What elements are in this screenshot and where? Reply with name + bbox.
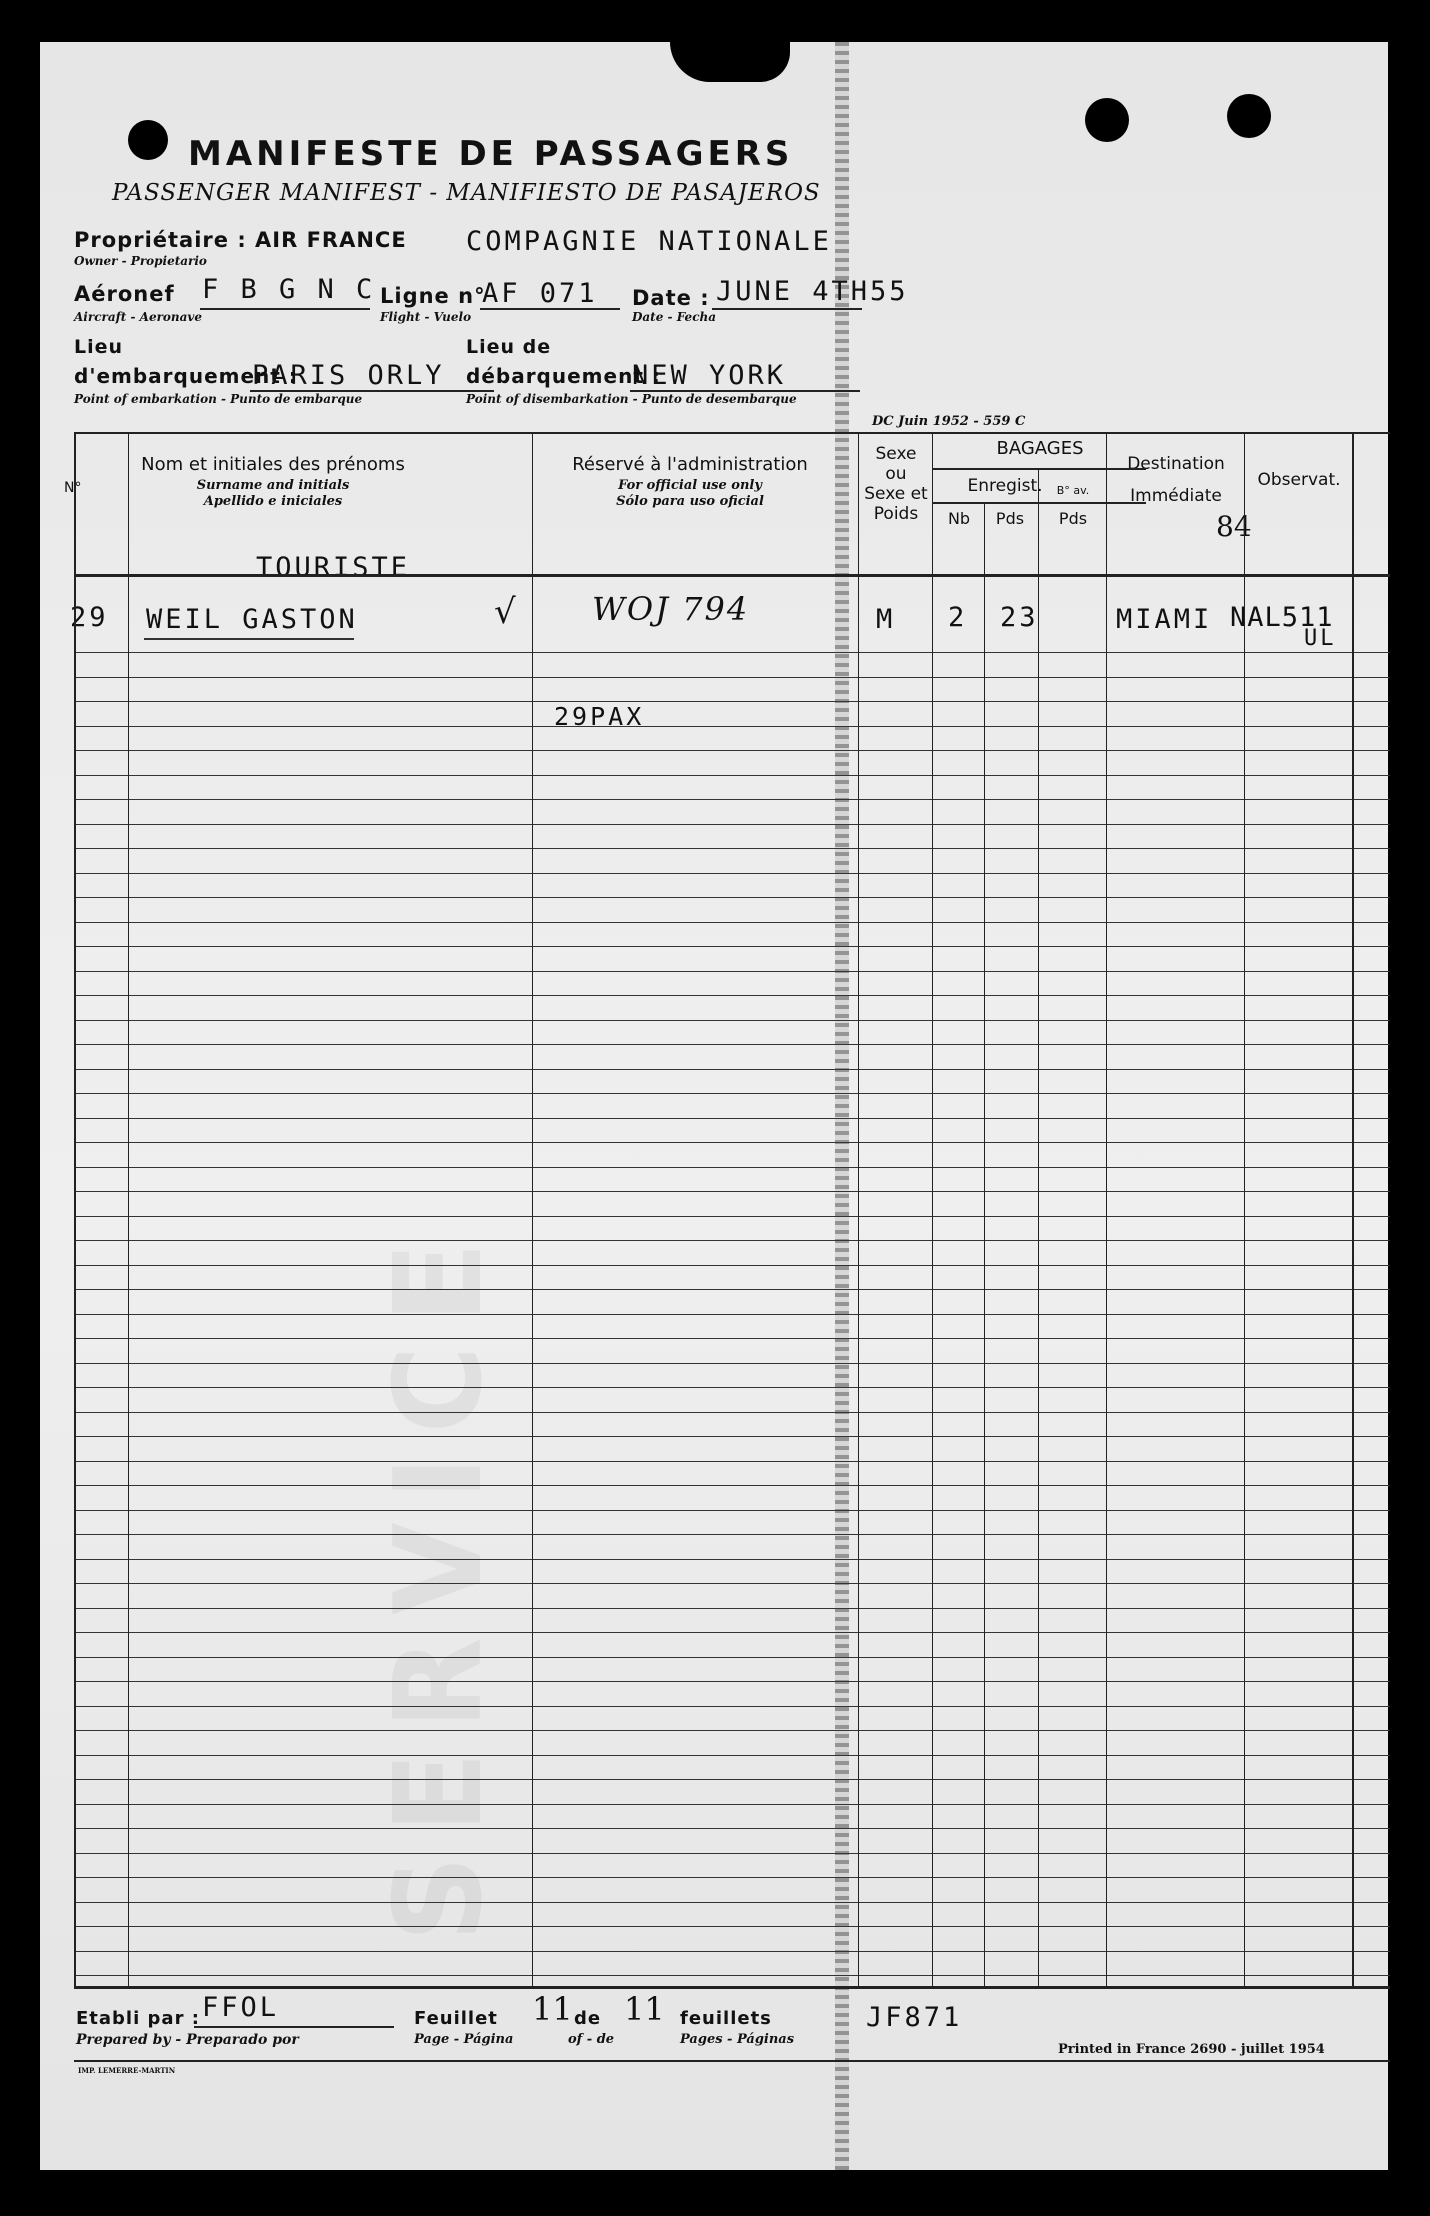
table-row-rule	[74, 873, 1390, 874]
table-row-rule	[74, 1828, 1390, 1829]
table-top-rule	[74, 432, 1390, 434]
pages-label: feuillets	[680, 2008, 772, 2029]
flight-underline	[480, 308, 620, 310]
col-pds-header: Pds	[995, 509, 1025, 528]
table-row-rule	[74, 1559, 1390, 1560]
page-sub: Page - Página	[414, 2032, 514, 2047]
owner-value: COMPAGNIE NATIONALE	[466, 226, 832, 257]
col-admin-header-en: For official use only	[618, 478, 762, 493]
table-row-rule	[74, 1118, 1390, 1119]
of-value: 11	[624, 1990, 665, 2028]
row-nb: 2	[948, 602, 968, 633]
table-row-rule	[74, 701, 1390, 702]
row-checkmark: √	[494, 592, 516, 632]
baggage-sub-rule	[932, 468, 1146, 470]
pages-sub: Pages - Páginas	[680, 2032, 795, 2047]
annotation-84: 84	[1216, 510, 1252, 543]
table-column-rule	[532, 432, 533, 1986]
table-row-rule	[74, 1951, 1390, 1952]
flight-label: Ligne n°	[380, 284, 486, 308]
prepared-sub: Prepared by - Preparado por	[76, 2032, 299, 2048]
pax-total: 29PAX	[554, 702, 645, 731]
prepared-underline	[194, 2026, 394, 2028]
table-row-rule	[74, 1216, 1390, 1217]
embark-sub: Point of embarkation - Punto de embarque	[74, 392, 363, 406]
table-row-rule	[74, 1020, 1390, 1021]
table-column-rule	[74, 432, 76, 1986]
table-row-rule	[74, 775, 1390, 776]
table-row-rule	[74, 1583, 1390, 1584]
table-column-rule	[984, 502, 985, 1986]
row-no: 29	[70, 602, 109, 633]
table-row-rule	[74, 799, 1390, 800]
table-row-rule	[74, 1387, 1390, 1388]
col-name-header-en: Surname and initials	[196, 478, 350, 493]
page-tear	[670, 42, 790, 82]
disembark-sub: Point of disembarkation - Punto de desembarque	[466, 392, 797, 406]
registered-sub-rule	[932, 502, 1146, 504]
form-code: DC Juin 1952 - 559 C	[872, 414, 1026, 429]
table-row-rule	[74, 677, 1390, 678]
table-row-rule	[74, 848, 1390, 849]
table-row-rule	[74, 1877, 1390, 1878]
table-row-rule	[74, 1044, 1390, 1045]
col-admin-header: Réservé à l'administration	[572, 454, 808, 475]
col-sex-header-1: Sexe	[875, 444, 917, 464]
table-row-rule	[74, 1265, 1390, 1266]
col-hand-header: B° av.	[1056, 484, 1090, 497]
aircraft-sub: Aircraft - Aeronave	[74, 310, 203, 324]
table-row-rule	[74, 995, 1390, 996]
printed-note: Printed in France 2690 - juillet 1954	[1058, 2042, 1325, 2057]
date-value: JUNE 4TH55	[716, 276, 909, 307]
table-row-rule	[74, 946, 1390, 947]
flight-sub: Flight - Vuelo	[380, 310, 472, 324]
table-row-rule	[74, 1314, 1390, 1315]
table-row-rule	[74, 1363, 1390, 1364]
of-label: de	[574, 2008, 602, 2029]
disembark-underline	[630, 390, 860, 392]
table-row-rule	[74, 1608, 1390, 1609]
date-sub: Date - Fecha	[632, 310, 716, 324]
disembark-value: NEW YORK	[632, 360, 787, 391]
col-registered-header: Enregist.	[967, 476, 1043, 496]
punch-hole	[1227, 94, 1271, 138]
table-row-rule	[74, 1461, 1390, 1462]
date-underline	[712, 308, 862, 310]
class-label: TOURISTE	[256, 552, 411, 583]
punch-hole	[128, 120, 168, 160]
table-row-rule	[74, 1436, 1390, 1437]
table-row-rule	[74, 1755, 1390, 1756]
row-dest: MIAMI	[1116, 604, 1213, 635]
punch-hole	[1085, 98, 1129, 142]
table-row-rule	[74, 1926, 1390, 1927]
page-label: Feuillet	[414, 2008, 498, 2029]
table-row-rule	[74, 1632, 1390, 1633]
table-row-rule	[74, 1510, 1390, 1511]
col-obs-header: Observat.	[1257, 470, 1341, 490]
embark-label-2: d'embarquement :	[74, 364, 298, 388]
table-row-rule	[74, 1804, 1390, 1805]
table-column-rule	[932, 432, 933, 1986]
footer-bottom-rule	[74, 2060, 1390, 2062]
table-row-rule	[74, 1069, 1390, 1070]
col-nb-header: Nb	[947, 509, 971, 528]
flight-code: JF871	[866, 2002, 963, 2033]
date-label: Date :	[632, 286, 710, 310]
table-row-rule	[74, 897, 1390, 898]
aircraft-underline	[200, 308, 370, 310]
disembark-label-2: débarquement :	[466, 364, 661, 388]
aircraft-value: F B G N C	[202, 274, 376, 305]
table-row-rule	[74, 1240, 1390, 1241]
prepared-value: FFOL	[202, 1992, 280, 2023]
page-subtitle: PASSENGER MANIFEST - MANIFIESTO DE PASAJEROS	[112, 180, 821, 206]
page-value: 11	[532, 1990, 573, 2028]
owner-label: Propriétaire : AIR FRANCE	[74, 228, 407, 252]
row-admin: WOJ 794	[592, 590, 750, 628]
table-row-rule	[74, 971, 1390, 972]
page-title: MANIFESTE DE PASSAGERS	[188, 134, 794, 174]
table-column-rule	[1106, 432, 1107, 1986]
disembark-label-1: Lieu de	[466, 336, 552, 358]
table-row-rule	[74, 1975, 1390, 1976]
col-dest-header-1: Destination	[1127, 454, 1225, 474]
row-obs-2: UL	[1304, 626, 1337, 651]
row-name: WEIL GASTON	[146, 604, 358, 635]
table-row-rule	[74, 1167, 1390, 1168]
table-column-rule	[858, 432, 859, 1986]
table-column-rule	[1352, 432, 1354, 1986]
table-row-rule	[74, 1730, 1390, 1731]
col-sex-header-4: Poids	[873, 504, 919, 524]
table-row-rule	[74, 1534, 1390, 1535]
table-row-rule	[74, 1412, 1390, 1413]
col-admin-header-es: Sólo para uso oficial	[616, 494, 764, 509]
name-underline	[144, 638, 354, 640]
table-header-rule	[74, 574, 1390, 577]
row-sex: M	[876, 604, 896, 635]
prepared-label: Etabli par :	[76, 2008, 200, 2029]
table-row-rule	[74, 1338, 1390, 1339]
table-row-rule	[74, 750, 1390, 751]
table-row-rule	[74, 1093, 1390, 1094]
table-row-rule	[74, 1657, 1390, 1658]
table-row-rule	[74, 824, 1390, 825]
table-bottom-rule	[74, 1986, 1390, 1989]
table-row-rule	[74, 1853, 1390, 1854]
col-name-header: Nom et initiales des prénoms	[141, 454, 405, 475]
table-row-rule	[74, 922, 1390, 923]
table-row-rule	[74, 1289, 1390, 1290]
table-row-rule	[74, 1902, 1390, 1903]
table-row-rule	[74, 1142, 1390, 1143]
table-row-rule	[74, 726, 1390, 727]
table-row-rule	[74, 1191, 1390, 1192]
embark-label-1: Lieu	[74, 336, 124, 358]
embark-underline	[250, 390, 494, 392]
col-no-header: N°	[64, 480, 82, 496]
table-row-rule	[74, 1706, 1390, 1707]
flight-value: AF 071	[482, 278, 598, 309]
table-row-rule	[74, 652, 1390, 653]
of-sub: of - de	[568, 2032, 615, 2047]
table-row-rule	[74, 1681, 1390, 1682]
row-pds: 23	[1000, 602, 1039, 633]
embark-value: PARIS ORLY	[252, 360, 445, 391]
table-column-rule	[1038, 468, 1039, 1986]
table-row-rule	[74, 1779, 1390, 1780]
row-obs: NAL511	[1230, 602, 1334, 633]
fold-line	[835, 42, 849, 2170]
col-sex-header-2: ou	[885, 464, 907, 484]
col-hand-pds-header: Pds	[1058, 509, 1088, 528]
col-sex-header-3: Sexe et	[864, 484, 928, 504]
table-row-rule	[74, 1485, 1390, 1486]
owner-sub: Owner - Propietario	[74, 254, 207, 268]
col-name-header-es: Apellido e iniciales	[203, 494, 343, 509]
table-column-rule	[1244, 432, 1245, 1986]
faint-stamp: SERVICE	[370, 1219, 509, 1942]
manifest-page	[40, 42, 1388, 2170]
table-column-rule	[128, 432, 129, 1986]
aircraft-label: Aéronef	[74, 282, 175, 306]
printer-code: IMP. LEMERRE-MARTIN	[78, 2066, 176, 2075]
col-baggage-header: BAGAGES	[996, 438, 1084, 459]
col-dest-header-2: Immédiate	[1130, 486, 1222, 506]
